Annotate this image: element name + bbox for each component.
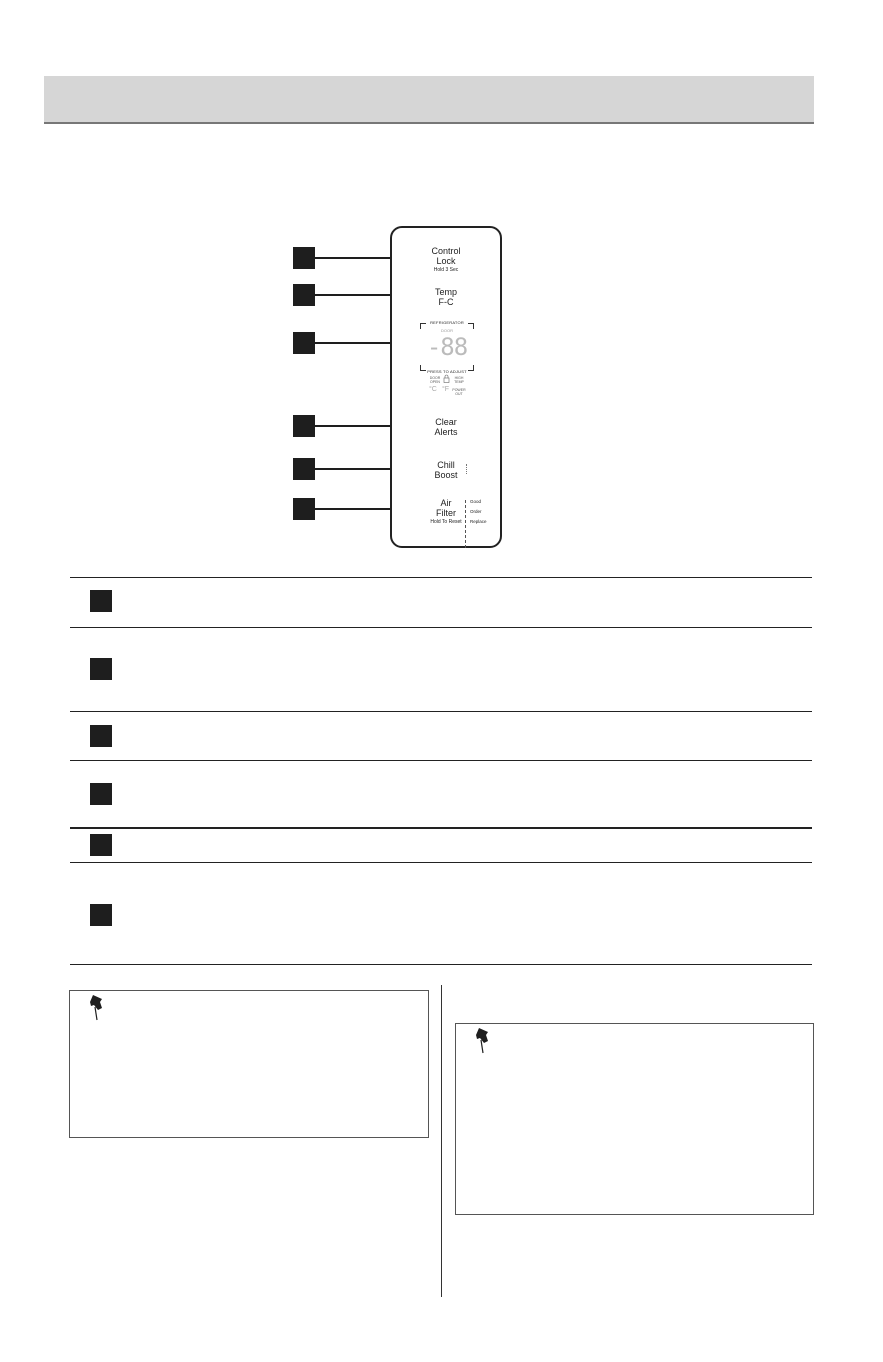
table-rule <box>70 627 812 628</box>
table-row-marker-5 <box>90 834 112 856</box>
temp-label-line1: Temp <box>434 287 457 297</box>
callout-marker-6 <box>293 498 315 520</box>
power-out-indicator: POWER OUT <box>452 388 466 396</box>
table-row-marker-3 <box>90 725 112 747</box>
table-rule <box>70 862 812 863</box>
table-rule <box>70 827 812 829</box>
callout-marker-4 <box>293 415 315 437</box>
door-open-indicator: DOOR OPEN <box>429 376 441 384</box>
air-filter-status-good: Good <box>470 499 482 504</box>
section-header-bar <box>44 76 814 124</box>
chill-boost-indicator <box>466 464 468 474</box>
control-panel <box>390 226 502 548</box>
table-rule <box>70 711 812 712</box>
table-row-marker-1 <box>90 590 112 612</box>
callout-marker-2 <box>293 284 315 306</box>
column-divider <box>441 985 442 1297</box>
fahrenheit-indicator: °F <box>442 386 450 393</box>
display-small-label: DOOR <box>441 328 453 333</box>
control-lock-button[interactable] <box>392 246 500 266</box>
note-box-right <box>455 1023 814 1215</box>
air-filter-button[interactable] <box>392 498 500 518</box>
clear-alerts-label-line2: Alerts <box>434 427 458 437</box>
air-filter-hint: Hold To Reset <box>430 519 462 525</box>
pushpin-icon <box>84 993 110 1023</box>
clear-alerts-label-line1: Clear <box>435 417 457 427</box>
table-row-marker-6 <box>90 904 112 926</box>
chill-boost-label-line1: Chill <box>437 460 455 470</box>
celsius-indicator: °C <box>429 386 437 393</box>
clear-alerts-button[interactable] <box>392 417 500 437</box>
table-rule <box>70 964 812 965</box>
temperature-display[interactable] <box>420 320 474 374</box>
callout-marker-1 <box>293 247 315 269</box>
lock-icon <box>443 374 450 383</box>
air-filter-status-order: Order <box>470 509 482 514</box>
control-lock-label-line2: Lock <box>436 256 456 266</box>
table-row-marker-2 <box>90 658 112 680</box>
display-digits: -88 <box>426 333 468 361</box>
display-bottom-label: PRESS TO ADJUST <box>427 369 467 374</box>
air-filter-status-replace: Replace <box>470 519 487 524</box>
temp-unit-button[interactable] <box>392 287 500 307</box>
high-temp-indicator: HIGH TEMP <box>454 376 464 384</box>
table-rule <box>70 577 812 578</box>
chill-boost-button[interactable] <box>392 460 500 480</box>
callout-marker-3 <box>293 332 315 354</box>
air-filter-status-bar <box>465 500 467 548</box>
callout-marker-5 <box>293 458 315 480</box>
control-lock-hint: Hold 3 Sec <box>433 267 459 273</box>
control-lock-label-line1: Control <box>431 246 461 256</box>
air-filter-label-line2: Filter <box>436 508 456 518</box>
pushpin-icon <box>470 1026 496 1056</box>
air-filter-label-line1: Air <box>440 498 452 508</box>
note-box-left <box>69 990 429 1138</box>
temp-label-line2: F-C <box>438 297 454 307</box>
table-rule <box>70 760 812 761</box>
table-row-marker-4 <box>90 783 112 805</box>
display-top-label: REFRIGERATOR <box>430 320 464 325</box>
chill-boost-label-line2: Boost <box>434 470 458 480</box>
